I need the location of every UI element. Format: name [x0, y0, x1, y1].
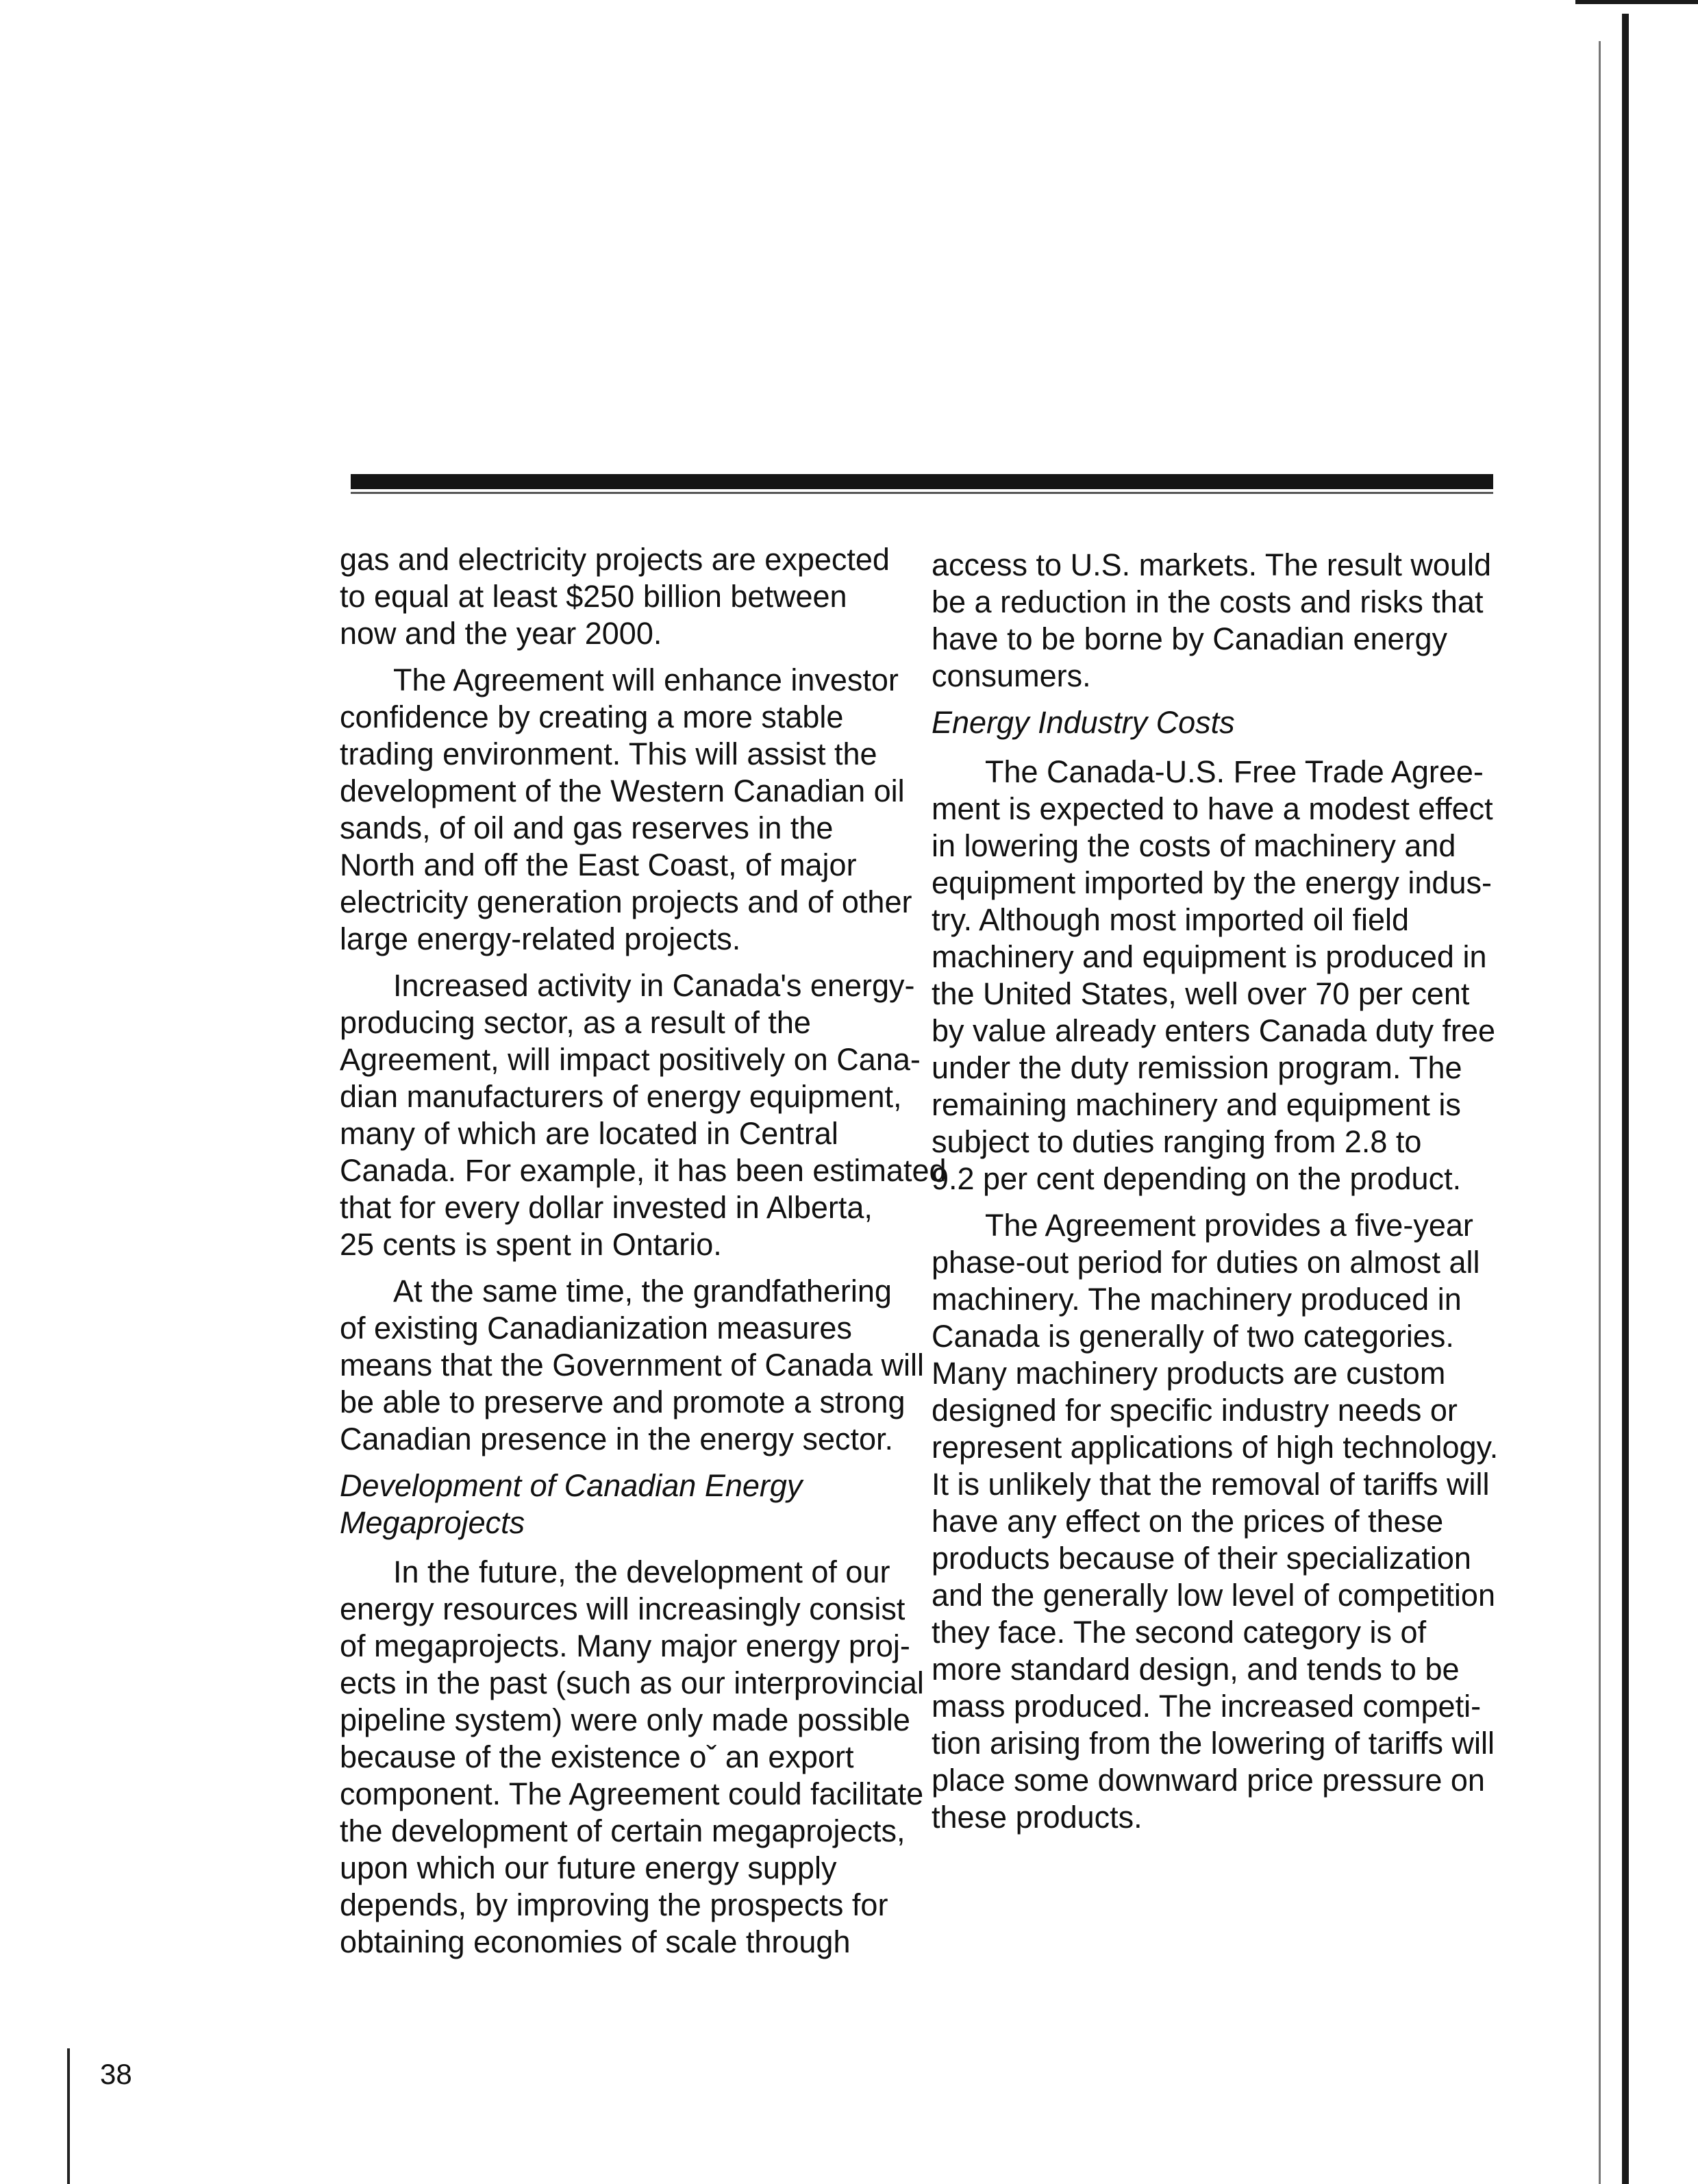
text-line: Canada is generally of two categories. — [932, 1319, 1454, 1354]
text-line: mass produced. The increased competi- — [932, 1689, 1482, 1724]
text-line: sands, of oil and gas reserves in the — [340, 810, 834, 845]
text-line: gas and electricity projects are expected — [340, 542, 890, 577]
text-line: the development of certain megaprojects, — [340, 1813, 906, 1848]
text-line: try. Although most imported oil field — [932, 902, 1409, 937]
text-line: large energy-related projects. — [340, 921, 741, 956]
text-line: in lowering the costs of machinery and — [932, 828, 1456, 863]
left-paragraph-1 — [340, 541, 901, 652]
text-line: they face. The second category is of — [932, 1615, 1427, 1650]
text-line: It is unlikely that the removal of tariffs will — [932, 1467, 1490, 1502]
text-line: now and the year 2000. — [340, 616, 662, 651]
text-line: consumers. — [932, 658, 1091, 693]
text-line: remaining machinery and equipment is — [932, 1087, 1461, 1122]
text-line: products because of their specialization — [932, 1541, 1471, 1576]
section-heading-energy-industry-costs — [932, 704, 1493, 741]
text-line: subject to duties ranging from 2.8 to — [932, 1124, 1422, 1159]
text-line: The Agreement provides a five-year — [985, 1208, 1473, 1243]
text-line: producing sector, as a result of the — [340, 1005, 811, 1040]
text-line: 9.2 per cent depending on the product. — [932, 1161, 1462, 1196]
right-paragraph-3 — [932, 1207, 1499, 1836]
text-line: machinery. The machinery produced in — [932, 1282, 1462, 1317]
text-line: ects in the past (such as our interprovincial — [340, 1665, 924, 1700]
text-line: confidence by creating a more stable — [340, 699, 844, 734]
text-line: Agreement, will impact positively on Cana- — [340, 1042, 921, 1077]
text-line: energy resources will increasingly consist — [340, 1591, 906, 1626]
left-paragraph-4 — [340, 1273, 924, 1458]
text-line: under the duty remission program. The — [932, 1050, 1462, 1085]
text-line: Energy Industry Costs — [932, 705, 1235, 740]
page-number: 38 — [100, 2058, 132, 2090]
text-line: The Agreement will enhance investor — [393, 662, 899, 697]
text-line: be able to preserve and promote a strong — [340, 1385, 906, 1419]
right-paragraph-1 — [932, 547, 1493, 695]
text-line: trading environment. This will assist the — [340, 736, 877, 771]
text-line: access to U.S. markets. The result would — [932, 547, 1491, 582]
text-line: 25 cents is spent in Ontario. — [340, 1227, 722, 1262]
text-line: phase-out period for duties on almost all — [932, 1245, 1480, 1280]
text-line: and the generally low level of competition — [932, 1578, 1495, 1613]
text-line: electricity generation projects and of other — [340, 884, 912, 919]
text-line: Canada. For example, it has been estimated — [340, 1153, 947, 1188]
text-line: tion arising from the lowering of tariffs will — [932, 1726, 1495, 1761]
text-line: ment is expected to have a modest effect — [932, 791, 1493, 826]
text-line: because of the existence oˇ an export — [340, 1739, 854, 1774]
text-line: Increased activity in Canada's energy- — [393, 968, 915, 1003]
text-line: machinery and equipment is produced in — [932, 939, 1487, 974]
text-line: represent applications of high technology. — [932, 1430, 1499, 1465]
text-line: these products. — [932, 1800, 1143, 1835]
text-line: to equal at least $250 billion between — [340, 579, 847, 614]
text-line: development of the Western Canadian oil — [340, 773, 905, 808]
text-line: component. The Agreement could facilitate — [340, 1776, 924, 1811]
page-number-bar — [67, 2048, 70, 2184]
text-line: depends, by improving the prospects for — [340, 1887, 888, 1922]
text-line: Canadian presence in the energy sector. — [340, 1422, 894, 1456]
text-line: of megaprojects. Many major energy proj- — [340, 1628, 910, 1663]
text-line: place some downward price pressure on — [932, 1763, 1485, 1798]
text-line: more standard design, and tends to be — [932, 1652, 1460, 1687]
text-line: equipment imported by the energy indus- — [932, 865, 1492, 900]
text-line: means that the Government of Canada will — [340, 1348, 924, 1382]
text-line: have any effect on the prices of these — [932, 1504, 1444, 1539]
text-line: pipeline system) were only made possible — [340, 1702, 910, 1737]
text-line: Development of Canadian Energy — [340, 1468, 803, 1503]
text-line: the United States, well over 70 per cent — [932, 976, 1470, 1011]
text-line: designed for specific industry needs or — [932, 1393, 1458, 1428]
text-line: of existing Canadianization measures — [340, 1311, 852, 1345]
left-paragraph-3 — [340, 967, 947, 1263]
text-line: have to be borne by Canadian energy — [932, 621, 1448, 656]
text-line: Many machinery products are custom — [932, 1356, 1446, 1391]
text-line: upon which our future energy supply — [340, 1850, 837, 1885]
right-paragraph-2 — [932, 754, 1496, 1198]
text-line: The Canada-U.S. Free Trade Agree- — [985, 754, 1484, 789]
text-line: by value already enters Canada duty free — [932, 1013, 1496, 1048]
text-line: be a reduction in the costs and risks that — [932, 584, 1484, 619]
right-column — [932, 547, 1499, 1846]
text-line: that for every dollar invested in Alberta, — [340, 1190, 873, 1225]
text-line: obtaining economies of scale through — [340, 1924, 851, 1959]
left-paragraph-5 — [340, 1554, 924, 1961]
header-rule-underline — [351, 492, 1493, 494]
text-line: In the future, the development of our — [393, 1554, 890, 1589]
text-line: dian manufacturers of energy equipment, — [340, 1079, 902, 1114]
header-rule — [351, 474, 1493, 489]
page-edge-hook — [1575, 0, 1698, 4]
page-edge-bar — [1622, 14, 1629, 2184]
left-column — [340, 541, 947, 1970]
text-line: Megaprojects — [340, 1505, 525, 1540]
text-line: At the same time, the grandfathering — [393, 1274, 892, 1308]
text-line: North and off the East Coast, of major — [340, 847, 857, 882]
page-edge-thin-line — [1599, 41, 1601, 2184]
left-paragraph-2 — [340, 662, 912, 958]
text-line: many of which are located in Central — [340, 1116, 838, 1151]
section-heading-megaprojects — [340, 1467, 901, 1541]
